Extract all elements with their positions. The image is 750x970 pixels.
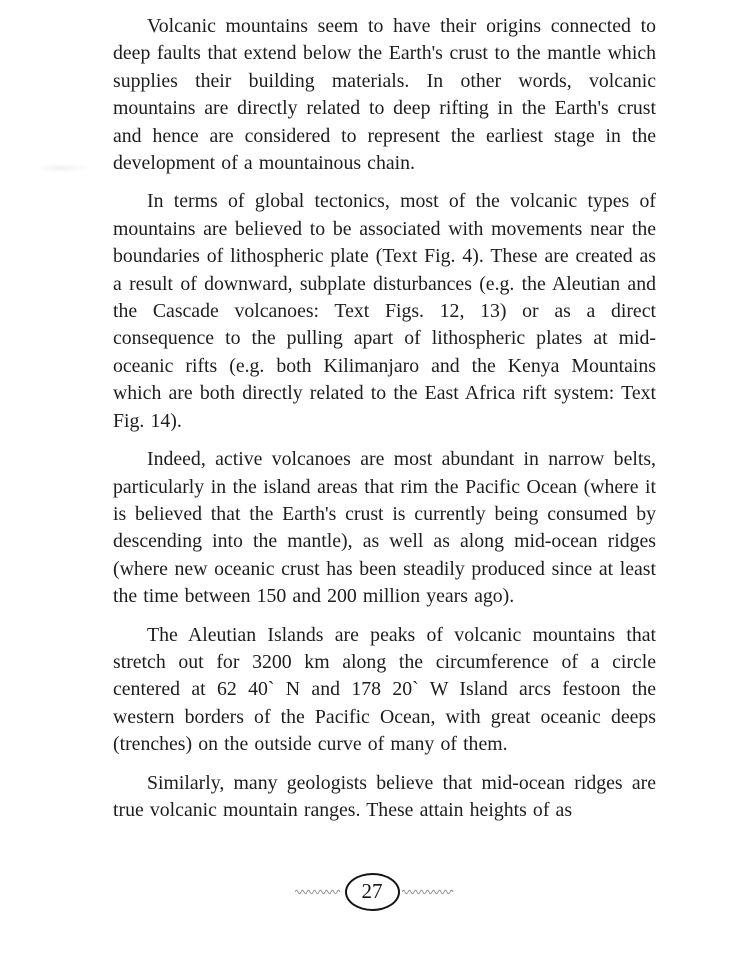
squiggle-line-right-icon xyxy=(402,888,456,896)
page-number-footer xyxy=(0,873,750,911)
paragraph-2: In terms of global tectonics, most of the volcanic types of mountains are believed to be associated with movements near the boundaries of lithospheric plate (Text Fig. 4). These are created as a result of downward, subplate disturbances (e.g. the Aleutian and the Cascade volcanoes: Text Figs. 12, 13) or as a direct consequence to the pulling apart of lithospheric plates at mid-oceanic rifts (e.g. both Kilimanjaro and the Kenya Mountains which are both directly related to the East Africa rift system: Text Fig. 14). xyxy=(113,190,656,432)
scan-smudge xyxy=(34,163,90,173)
squiggle-line-left-icon xyxy=(295,888,343,896)
paragraph-4: The Aleutian Islands are peaks of volcanic mountains that stretch out for 3200 km along the circumference of a circle centered at 62 40` N and 178 20` W Island arcs festoon the western borders of the Pacific Ocean, with great oceanic deeps (trenches) on the outside curve of many of them. xyxy=(113,623,656,756)
paragraph-5: Similarly, many geologists believe that mid-ocean ridges are true volcanic mountain ranges. These attain heights of as xyxy=(113,771,656,821)
page-number-badge xyxy=(345,873,400,911)
page-number: 27 xyxy=(361,878,383,903)
paragraph-1: Volcanic mountains seem to have their origins connected to deep faults that extend below the Earth's crust to the mantle which supplies their building materials. In other words, volcanic mountains are directly related to deep rifting in the Earth's crust and hence are considered to represent the earliest stage in the development of a mountainous chain. xyxy=(113,15,656,175)
paragraph-3: Indeed, active volcanoes are most abundant in narrow belts, particularly in the island areas that rim the Pacific Ocean (where it is believed that the Earth's crust is currently being consumed by descending into the mantle), as well as along mid-ocean ridges (where new oceanic crust has been steadily produced since at least the time between 150 and 200 million years ago). xyxy=(113,448,656,608)
text-block xyxy=(113,13,656,835)
